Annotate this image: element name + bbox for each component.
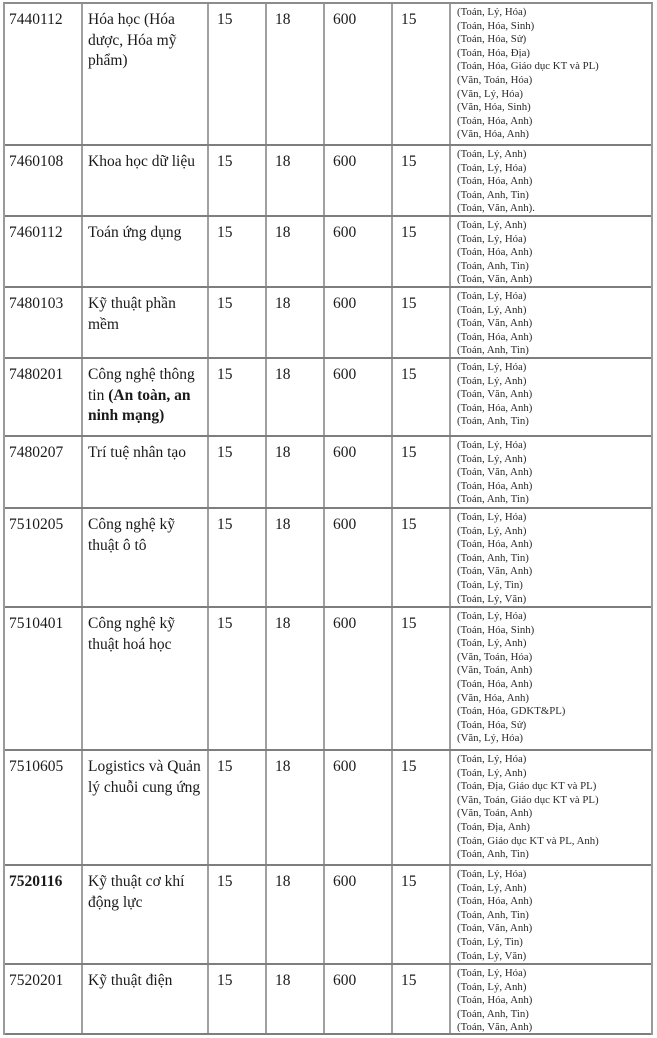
value-cell-3: 600: [325, 509, 393, 606]
value-cell-1: 15: [209, 437, 267, 507]
subject-combination: (Toán, Giáo dục KT và PL, Anh): [457, 834, 599, 847]
subject-combination: (Toán, Hóa, Anh): [457, 401, 533, 414]
subject-combinations-cell: [451, 217, 651, 286]
major-code-cell: 7460112: [5, 217, 83, 286]
table-row: [5, 866, 651, 965]
value-cell-3: 600: [325, 965, 393, 1033]
value-cell-4: 15: [393, 288, 451, 357]
value-cell-1: 15: [209, 217, 267, 286]
major-code-cell: 7480103: [5, 288, 83, 357]
subject-combination: (Toán, Lý, Hóa): [457, 290, 527, 302]
value-cell-4: 15: [393, 608, 451, 749]
subject-combination: (Toán, Lý, Hóa): [457, 439, 527, 451]
subject-combination: (Toán, Lý, Hóa): [457, 967, 527, 979]
value-cell-2: 18: [267, 4, 325, 144]
value-cell-1: 15: [209, 965, 267, 1033]
major-code-cell: 7460108: [5, 146, 83, 215]
value-cell-4: 15: [393, 217, 451, 286]
value-cell-2: 18: [267, 509, 325, 606]
subject-combination: (Toán, Hóa, Sinh): [457, 19, 535, 32]
subject-combination: (Toán, Lý, Anh): [457, 524, 527, 537]
major-name: Công nghệ kỹ thuật ô tô: [88, 516, 175, 554]
subject-combinations-cell: [451, 751, 651, 864]
value-cell-1: 15: [209, 288, 267, 357]
value-cell-3: 600: [325, 608, 393, 749]
table-row: [5, 4, 651, 146]
value-cell-2: 18: [267, 146, 325, 215]
subject-combination: (Toán, Lý, Anh): [457, 637, 527, 650]
major-name: Kỹ thuật cơ khí động lực: [88, 873, 185, 911]
major-name-cell: [83, 509, 209, 606]
subject-combinations-cell: [451, 509, 651, 606]
major-code-cell: 7440112: [5, 4, 83, 144]
major-name-cell: [83, 288, 209, 357]
major-code-cell: 7520116: [5, 866, 83, 963]
value-cell-3: 600: [325, 866, 393, 963]
subject-combination: (Văn, Hóa, Anh): [457, 691, 529, 704]
subject-combination: (Toán, Lý, Anh): [457, 303, 527, 316]
value-cell-4: 15: [393, 965, 451, 1033]
subject-combination: (Văn, Hóa, Sinh): [457, 101, 531, 114]
subject-combination: (Văn, Toán, Hóa): [457, 73, 533, 86]
subject-combination: (Toán, Văn, Anh): [457, 273, 533, 286]
subject-combination: (Toán, Lý, Tin): [457, 578, 523, 591]
major-name-cell: [83, 965, 209, 1033]
subject-combination: (Văn, Toán, Giáo dục KT và PL): [457, 793, 599, 806]
major-code-cell: 7480201: [5, 359, 83, 435]
subject-combination: (Toán, Lý, Anh): [457, 766, 527, 779]
subject-combination: (Toán, Lý, Anh): [457, 980, 527, 993]
major-code-cell: 7510401: [5, 608, 83, 749]
table-row: [5, 509, 651, 608]
subject-combination: (Toán, Lý, Anh): [457, 374, 527, 387]
value-cell-3: 600: [325, 146, 393, 215]
subject-combination: (Toán, Văn, Anh): [457, 565, 533, 578]
table-row: [5, 608, 651, 751]
subject-combination: (Văn, Toán, Anh): [457, 807, 533, 820]
subject-combination: (Toán, Hóa, Giáo dục KT và PL): [457, 60, 599, 73]
major-name: Khoa học dữ liệu: [88, 153, 195, 170]
value-cell-2: 18: [267, 751, 325, 864]
value-cell-4: 15: [393, 751, 451, 864]
major-name-cell: [83, 146, 209, 215]
subject-combination: (Toán, Anh, Tin): [457, 551, 529, 564]
subject-combination: (Toán, Văn, Anh).: [457, 202, 535, 215]
subject-combination: (Văn, Hóa, Anh): [457, 128, 529, 141]
value-cell-4: 15: [393, 359, 451, 435]
subject-combination: (Toán, Anh, Tin): [457, 344, 529, 357]
table-row: [5, 437, 651, 509]
subject-combination: (Toán, Lý, Tin): [457, 935, 523, 948]
major-name-specialization: (An toàn, an ninh mạng): [88, 386, 191, 424]
table-row: [5, 217, 651, 288]
subject-combination: (Toán, Lý, Anh): [457, 219, 527, 231]
table-row: [5, 288, 651, 359]
subject-combination: (Toán, Lý, Hóa): [457, 868, 527, 880]
subject-combination: (Văn, Toán, Anh): [457, 664, 533, 677]
subject-combination: (Toán, Hóa, Địa): [457, 46, 530, 59]
subject-combinations-cell: [451, 608, 651, 749]
subject-combination: (Văn, Lý, Hóa): [457, 732, 523, 745]
value-cell-1: 15: [209, 509, 267, 606]
value-cell-3: 600: [325, 751, 393, 864]
subject-combinations-cell: [451, 437, 651, 507]
major-name-cell: [83, 437, 209, 507]
value-cell-4: 15: [393, 4, 451, 144]
subject-combinations-cell: [451, 965, 651, 1033]
major-name: Công nghệ kỹ thuật hoá học: [88, 615, 175, 653]
subject-combination: (Toán, Văn, Anh): [457, 388, 533, 401]
major-name-cell: [83, 359, 209, 435]
admissions-table: [3, 2, 653, 1035]
value-cell-1: 15: [209, 866, 267, 963]
subject-combination: (Toán, Hóa, Anh): [457, 677, 533, 690]
subject-combinations-cell: [451, 4, 651, 144]
value-cell-3: 600: [325, 217, 393, 286]
major-name: Kỹ thuật điện: [88, 972, 173, 989]
value-cell-3: 600: [325, 359, 393, 435]
value-cell-4: 15: [393, 866, 451, 963]
subject-combination: (Toán, Văn, Anh): [457, 1021, 533, 1034]
subject-combination: (Toán, Hóa, Anh): [457, 895, 533, 908]
subject-combination: (Toán, Hóa, Anh): [457, 538, 533, 551]
value-cell-4: 15: [393, 509, 451, 606]
value-cell-1: 15: [209, 4, 267, 144]
subject-combination: (Toán, Lý, Anh): [457, 148, 527, 160]
major-name-cell: [83, 866, 209, 963]
major-name: Trí tuệ nhân tạo: [88, 444, 187, 461]
subject-combination: (Toán, Lý, Anh): [457, 881, 527, 894]
subject-combination: (Toán, Văn, Anh): [457, 466, 533, 479]
table-row: [5, 359, 651, 437]
subject-combination: (Toán, Hóa, Anh): [457, 175, 533, 188]
major-code-cell: 7510605: [5, 751, 83, 864]
subject-combination: (Toán, Hóa, Sinh): [457, 623, 535, 636]
subject-combination: (Toán, Anh, Tin): [457, 1007, 529, 1020]
major-name-cell: [83, 608, 209, 749]
subject-combination: (Toán, Anh, Tin): [457, 415, 529, 428]
major-name-cell: [83, 751, 209, 864]
value-cell-1: 15: [209, 608, 267, 749]
major-name-cell: [83, 217, 209, 286]
subject-combination: (Toán, Lý, Hóa): [457, 610, 527, 622]
subject-combination: (Toán, Lý, Hóa): [457, 361, 527, 373]
value-cell-2: 18: [267, 288, 325, 357]
major-name: Hóa học (Hóa dược, Hóa mỹ phẩm): [88, 11, 177, 69]
value-cell-1: 15: [209, 751, 267, 864]
subject-combination: (Văn, Toán, Hóa): [457, 650, 533, 663]
subject-combinations-cell: [451, 146, 651, 215]
table-row: [5, 965, 651, 1035]
subject-combinations-cell: [451, 288, 651, 357]
value-cell-2: 18: [267, 965, 325, 1033]
value-cell-1: 15: [209, 359, 267, 435]
value-cell-2: 18: [267, 359, 325, 435]
major-name: Toán ứng dụng: [88, 224, 182, 241]
subject-combination: (Toán, Địa, Anh): [457, 820, 531, 833]
subject-combination: (Văn, Lý, Hóa): [457, 87, 523, 100]
subject-combination: (Toán, Lý, Hóa): [457, 161, 527, 174]
subject-combination: (Toán, Địa, Giáo dục KT và PL): [457, 780, 597, 793]
subject-combination: (Toán, Hóa, Anh): [457, 330, 533, 343]
major-name: Logistics và Quản lý chuỗi cung ứng: [88, 758, 201, 796]
major-name-cell: [83, 4, 209, 144]
subject-combination: (Toán, Anh, Tin): [457, 848, 529, 861]
subject-combination: (Toán, Hóa, GDKT&PL): [457, 705, 566, 718]
subject-combination: (Toán, Anh, Tin): [457, 259, 529, 272]
value-cell-2: 18: [267, 866, 325, 963]
subject-combination: (Toán, Anh, Tin): [457, 908, 529, 921]
subject-combination: (Toán, Hóa, Sử): [457, 718, 527, 731]
subject-combination: (Toán, Hóa, Anh): [457, 114, 533, 127]
subject-combination: (Toán, Lý, Anh): [457, 452, 527, 465]
value-cell-1: 15: [209, 146, 267, 215]
subject-combination: (Toán, Lý, Hóa): [457, 232, 527, 245]
major-code-cell: 7520201: [5, 965, 83, 1033]
subject-combination: (Toán, Văn, Anh): [457, 922, 533, 935]
subject-combination: (Toán, Hóa, Anh): [457, 479, 533, 492]
value-cell-4: 15: [393, 437, 451, 507]
subject-combination: (Toán, Lý, Hóa): [457, 6, 527, 18]
value-cell-2: 18: [267, 608, 325, 749]
value-cell-3: 600: [325, 288, 393, 357]
subject-combinations-cell: [451, 866, 651, 963]
major-name: Công nghệ thông tin: [88, 366, 195, 404]
major-code-cell: 7480207: [5, 437, 83, 507]
value-cell-4: 15: [393, 146, 451, 215]
table-row: [5, 146, 651, 217]
subject-combination: (Toán, Anh, Tin): [457, 188, 529, 201]
subject-combinations-cell: [451, 359, 651, 435]
major-name: Kỹ thuật phần mềm: [88, 295, 176, 333]
subject-combination: (Toán, Lý, Văn): [457, 949, 527, 962]
subject-combination: (Toán, Hóa, Anh): [457, 246, 533, 259]
subject-combination: (Toán, Lý, Văn): [457, 592, 527, 605]
major-code-cell: 7510205: [5, 509, 83, 606]
subject-combination: (Toán, Văn, Anh): [457, 317, 533, 330]
value-cell-2: 18: [267, 217, 325, 286]
table-row: [5, 751, 651, 866]
subject-combination: (Toán, Hóa, Anh): [457, 994, 533, 1007]
value-cell-3: 600: [325, 4, 393, 144]
subject-combination: (Toán, Lý, Hóa): [457, 753, 527, 765]
subject-combination: (Toán, Lý, Hóa): [457, 511, 527, 523]
subject-combination: (Toán, Anh, Tin): [457, 493, 529, 506]
value-cell-3: 600: [325, 437, 393, 507]
subject-combination: (Toán, Hóa, Sử): [457, 33, 527, 46]
value-cell-2: 18: [267, 437, 325, 507]
